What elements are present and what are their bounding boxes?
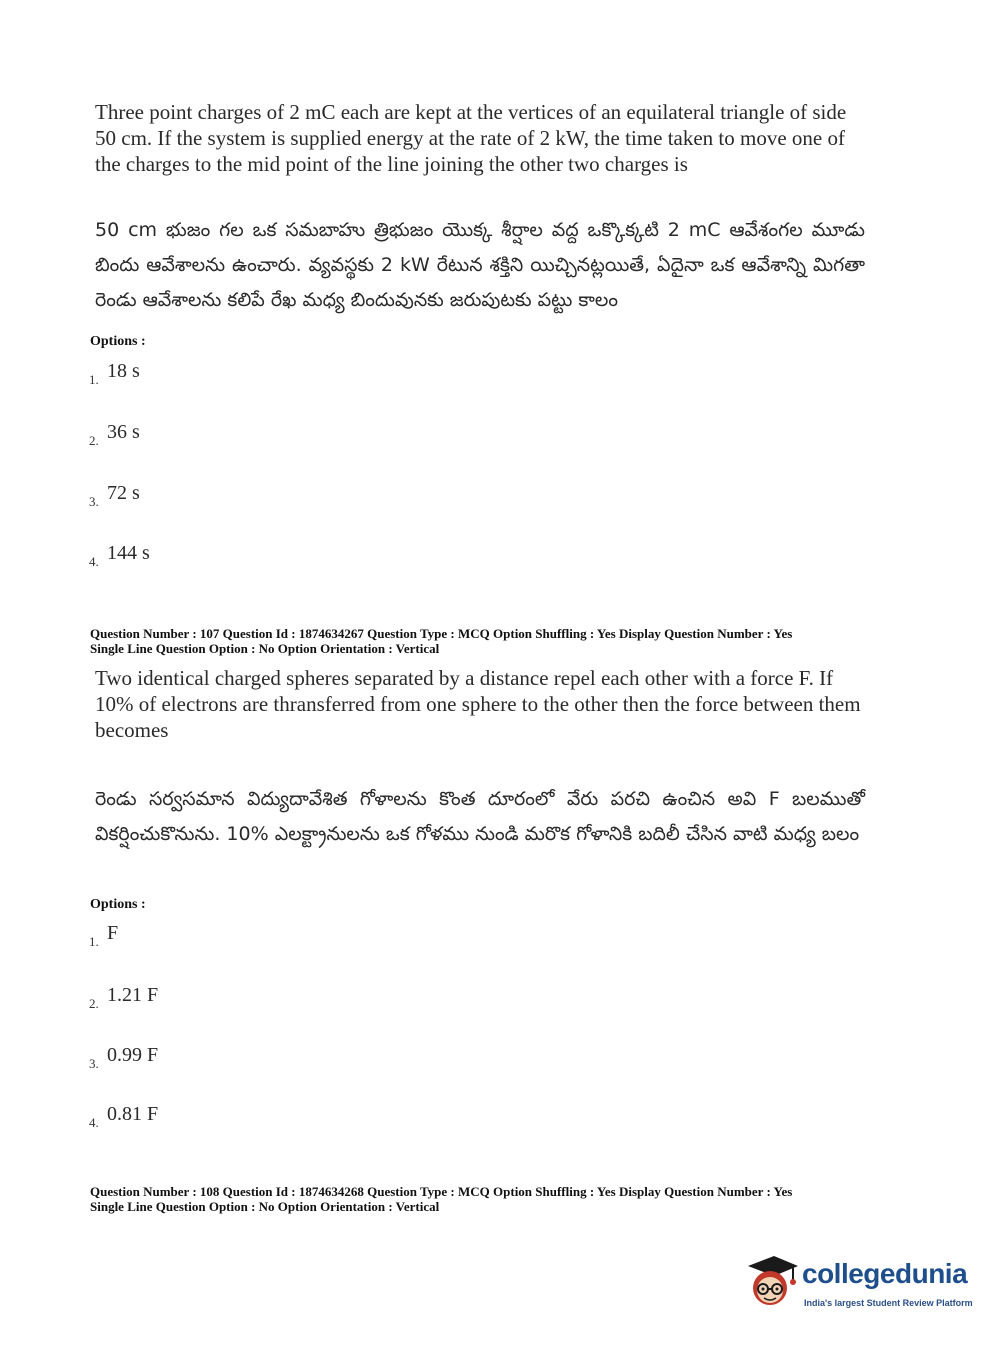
option-value: 1.21 F xyxy=(107,984,159,1006)
question-107-meta xyxy=(90,626,910,656)
question-108-meta xyxy=(90,1184,910,1214)
question-107-telugu-text: రెండు సర్వసమాన విద్యుదావేశిత గోళాలను కొంత దూరంలో వేరు పరచి ఉంచిన అవి F బలముతో వికర్షించుకొనును. 10% ఎలక్ట్రానులను ఒక గోళము నుండి మరొక గోళానికి బదిలీ చేసిన వాటి మధ్య బలం xyxy=(95,788,865,845)
option-number: 3. xyxy=(89,1056,99,1071)
option-4[interactable] xyxy=(89,542,289,574)
option-1[interactable] xyxy=(89,922,289,954)
question-meta-line: Single Line Question Option : No Option Orientation : Vertical xyxy=(90,1199,440,1214)
option-4[interactable] xyxy=(89,1103,289,1135)
option-2[interactable] xyxy=(89,984,289,1016)
option-number: 2. xyxy=(89,433,99,448)
option-value: 144 s xyxy=(107,542,150,564)
question-meta-line: Single Line Question Option : No Option Orientation : Vertical xyxy=(90,641,440,656)
brand-name: collegedunia xyxy=(802,1258,968,1289)
mascot-icon xyxy=(742,1252,800,1312)
option-value: 0.81 F xyxy=(107,1103,159,1125)
question-meta-line: Question Number : 107 Question Id : 1874634267 Question Type : MCQ Option Shuffling : Yes Display Question Number : Yes xyxy=(90,626,793,641)
option-number: 3. xyxy=(89,494,99,509)
question-106-telugu-text: 50 cm భుజం గల ఒక సమబాహు త్రిభుజం యొక్క శీర్షాల వద్ద ఒక్కొక్కటి 2 mC ఆవేశంగల మూడు బిందు ఆవేశాలను ఉంచారు. వ్యవస్థకు 2 kW రేటున శక్తిని యిచ్చినట్లయితే, ఏదైనా ఒక ఆవేశాన్ని మిగతా రెండు ఆవేశాలను కలిపే రేఖ మధ్య బిందువునకు జరుపుటకు పట్టు కాలం xyxy=(95,219,865,311)
option-number: 4. xyxy=(89,554,99,569)
option-number: 1. xyxy=(89,934,99,949)
options-label: Options : xyxy=(90,334,146,349)
option-value: 72 s xyxy=(107,482,140,504)
option-3[interactable] xyxy=(89,1044,289,1076)
option-value: 18 s xyxy=(107,360,140,382)
option-value: 0.99 F xyxy=(107,1044,159,1066)
option-number: 4. xyxy=(89,1115,99,1130)
collegedunia-logo xyxy=(742,1248,972,1316)
question-106-english-text: Three point charges of 2 mC each are kept at the vertices of an equilateral triangle of side 50 cm. If the system is supplied energy at the rate of 2 kW, the time taken to move one of the charges to the mid point of the line joining the other two charges is xyxy=(95,100,847,176)
option-3[interactable] xyxy=(89,482,289,514)
options-label: Options : xyxy=(90,897,146,912)
question-meta-line: Question Number : 108 Question Id : 1874634268 Question Type : MCQ Option Shuffling : Yes Display Question Number : Yes xyxy=(90,1184,793,1199)
option-1[interactable] xyxy=(89,360,289,392)
option-2[interactable] xyxy=(89,421,289,453)
option-number: 1. xyxy=(89,372,99,387)
option-value: F xyxy=(107,922,119,944)
question-107-english-text: Two identical charged spheres separated by a distance repel each other with a force F. If 10% of electrons are thransferred from one sphere to the other then the force between them becomes xyxy=(95,666,861,742)
option-value: 36 s xyxy=(107,421,140,443)
option-number: 2. xyxy=(89,996,99,1011)
brand-tagline: India's largest Student Review Platform xyxy=(804,1298,973,1308)
